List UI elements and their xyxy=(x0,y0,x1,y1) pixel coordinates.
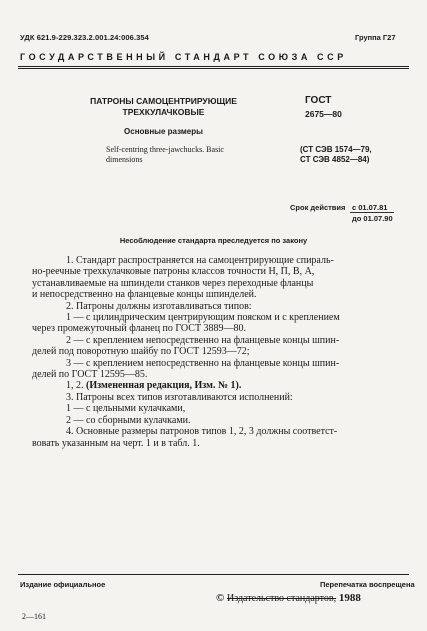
footer-rule xyxy=(18,574,409,575)
reprint-notice: Перепечатка воспрещена xyxy=(320,580,415,589)
amendment-note: (Измененная редакция, Изм. № 1). xyxy=(86,380,242,392)
body-line: но-реечные трехкулачковые патроны классов точности Н, П, В, А, xyxy=(32,266,315,278)
copyright-symbol: © xyxy=(216,592,225,604)
english-title: Self-centring three-jawchucks. Basic dimensions xyxy=(106,145,224,164)
document-subtitle: Основные размеры xyxy=(124,127,203,136)
header-rule-thin xyxy=(18,68,409,69)
udk-code: УДК 621.9-229.323.2.001.24:006.354 xyxy=(20,33,149,42)
body-line: 3. Патроны всех типов изготавливаются исполнений: xyxy=(66,391,293,403)
body-line: устанавливаемые на шпиндели станков через переходные фланцы xyxy=(32,277,314,289)
cmea-references: (СТ СЭВ 1574—79, СТ СЭВ 4852—84) xyxy=(300,145,372,164)
group-code: Группа Г27 xyxy=(355,33,396,42)
law-notice: Несоблюдение стандарта преследуется по закону xyxy=(119,236,308,245)
copyright xyxy=(216,592,361,604)
copyright-year: 1988 xyxy=(338,592,361,604)
amendment-prefix: 1, 2. xyxy=(66,380,86,392)
body-line: делей под поворотную шайбу по ГОСТ 12593—72; xyxy=(32,346,250,358)
body-line: через промежуточный фланец по ГОСТ 3889—80. xyxy=(32,323,247,335)
body-line: и непосредственно на фланцевые концы шпинделей. xyxy=(32,289,257,301)
body-line: 4. Основные размеры патронов типов 1, 2, 3 должны соответст- xyxy=(66,426,338,438)
body-line: 1. Стандарт распространяется на самоцентрирующие спираль- xyxy=(66,255,334,266)
standard-title: ГОСУДАРСТВЕННЫЙ СТАНДАРТ СОЮЗА ССР xyxy=(20,52,347,62)
body-line: вовать указанным на черт. 1 и в табл. 1. xyxy=(32,437,200,449)
publisher-name: Издательство стандартов, xyxy=(226,593,337,604)
body-line: 3 — с креплением непосредственно на фланцевые концы шпин- xyxy=(66,357,340,369)
body-line: 1 — с цилиндрическим центрирующим пояском и с креплением xyxy=(66,312,340,324)
body-line: 2. Патроны должны изготавливаться типов: xyxy=(66,300,252,312)
body-line: делей по ГОСТ 12595—85. xyxy=(32,369,148,381)
gost-label: ГОСТ xyxy=(305,95,332,106)
body-line: 1 — с цельными кулачками, xyxy=(66,403,186,415)
page-reference: 2—161 xyxy=(22,612,46,621)
document-title: ПАТРОНЫ САМОЦЕНТРИРУЮЩИЕ ТРЕХКУЛАЧКОВЫЕ xyxy=(90,96,237,117)
body-text xyxy=(32,255,418,449)
body-line-amendment xyxy=(52,380,418,391)
validity-label: Срок действия xyxy=(290,203,346,212)
validity-divider xyxy=(350,212,394,213)
gost-number: 2675—80 xyxy=(305,109,342,119)
official-edition: Издание официальное xyxy=(20,580,106,589)
validity-from: с 01.07.81 xyxy=(352,203,388,212)
validity-to: до 01.07.90 xyxy=(352,214,393,223)
header-rule xyxy=(18,66,409,67)
body-line: 2 — с креплением непосредственно на фланцевые концы шпин- xyxy=(66,334,340,346)
body-line: 2 — со сборными кулачками. xyxy=(66,414,191,426)
